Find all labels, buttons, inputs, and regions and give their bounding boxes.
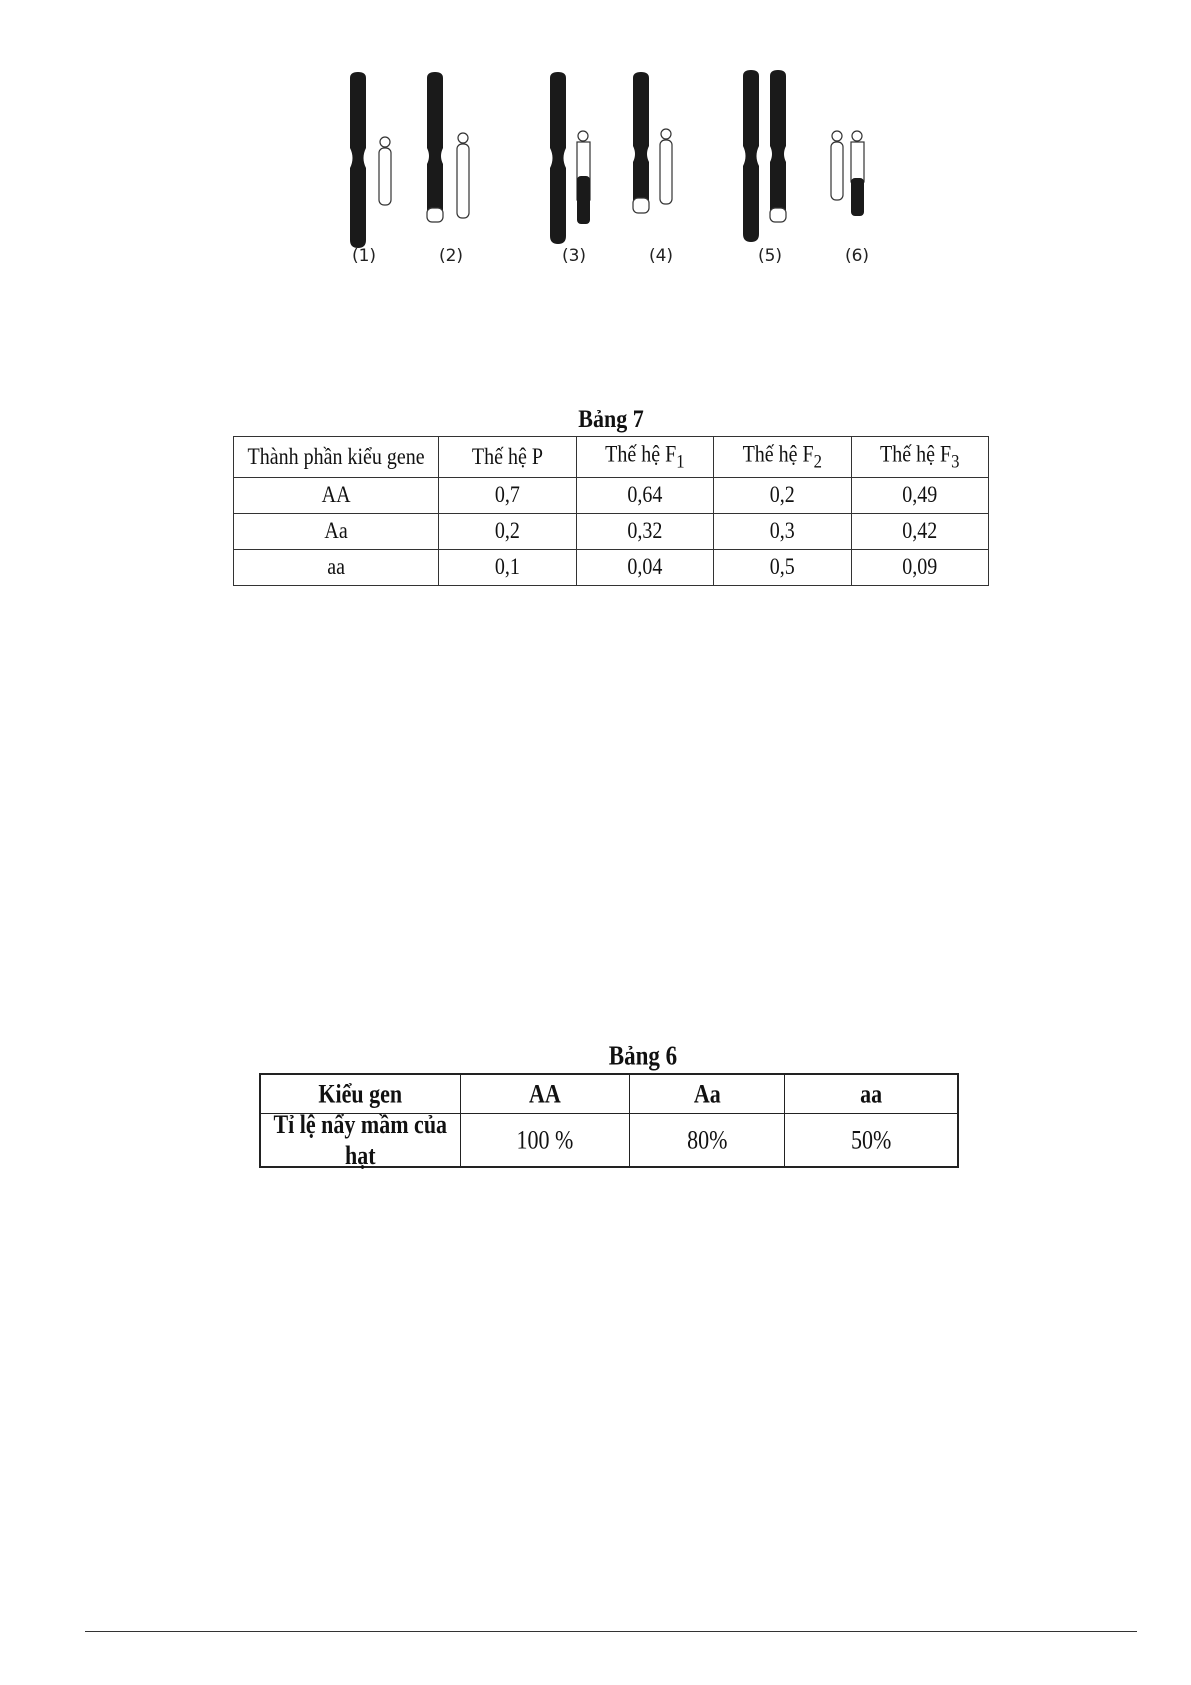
table-cell: 0,7 — [439, 478, 576, 514]
table-cell: 0,04 — [576, 550, 713, 586]
table7-header-cell: Thế hệ P — [439, 437, 576, 478]
chromosome-label-1: (1) — [351, 246, 377, 266]
table-cell: 0,3 — [714, 514, 851, 550]
table-cell: Aa — [234, 514, 439, 550]
table-cell: Kiểu gen — [260, 1074, 460, 1114]
table7-header-cell: Thế hệ $F_1$ — [576, 437, 713, 478]
chromosome-label-2: (2) — [438, 246, 464, 266]
table-cell: AA — [234, 478, 439, 514]
table-cell: 0,2 — [439, 514, 576, 550]
chromosome-label-4: (4) — [648, 246, 674, 266]
table-cell: 0,64 — [576, 478, 713, 514]
table-row — [234, 514, 989, 550]
table7 — [233, 436, 989, 586]
table-row — [234, 550, 989, 586]
table-row — [234, 478, 989, 514]
table-row — [260, 1114, 958, 1168]
table6-title: Bảng 6 — [608, 1040, 678, 1071]
chromosome-pair-4 — [633, 72, 672, 213]
table-cell: aa — [785, 1074, 958, 1114]
table-cell: 0,2 — [714, 478, 851, 514]
table-row — [260, 1074, 958, 1114]
footer-divider — [85, 1631, 1137, 1632]
table7-header-cell: Thế hệ $F_3$ — [851, 437, 988, 478]
chromosome-pair-2 — [427, 72, 469, 222]
table7-header-cell: Thành phần kiểu gene — [234, 437, 439, 478]
chromosome-pair-6 — [831, 131, 864, 216]
table-cell: Tỉ lệ nẩy mầm của hạt — [260, 1114, 460, 1168]
table-cell: 50% — [785, 1114, 958, 1168]
table-cell: 0,49 — [851, 478, 988, 514]
table-cell: AA — [460, 1074, 630, 1114]
table-cell: 80% — [630, 1114, 785, 1168]
table-cell: Aa — [630, 1074, 785, 1114]
chromosome-label-5: (5) — [757, 246, 783, 266]
table-cell: 0,1 — [439, 550, 576, 586]
table-cell: 0,32 — [576, 514, 713, 550]
table-cell: aa — [234, 550, 439, 586]
table7-header-cell: Thế hệ $F_2$ — [714, 437, 851, 478]
table-cell: 100 % — [460, 1114, 630, 1168]
table-cell: 0,09 — [851, 550, 988, 586]
table7-title: Bảng 7 — [578, 404, 644, 433]
table6 — [259, 1073, 959, 1168]
table-cell: 0,5 — [714, 550, 851, 586]
chromosome-label-6: (6) — [844, 246, 870, 266]
chromosome-label-3: (3) — [561, 246, 587, 266]
chromosome-pair-3 — [550, 72, 590, 244]
chromosome-figure — [330, 60, 890, 280]
chromosome-diagram — [330, 60, 890, 250]
chromosome-pair-1 — [350, 72, 391, 248]
table7-header-row — [234, 437, 989, 478]
table-cell: 0,42 — [851, 514, 988, 550]
chromosome-pair-5 — [743, 70, 786, 242]
